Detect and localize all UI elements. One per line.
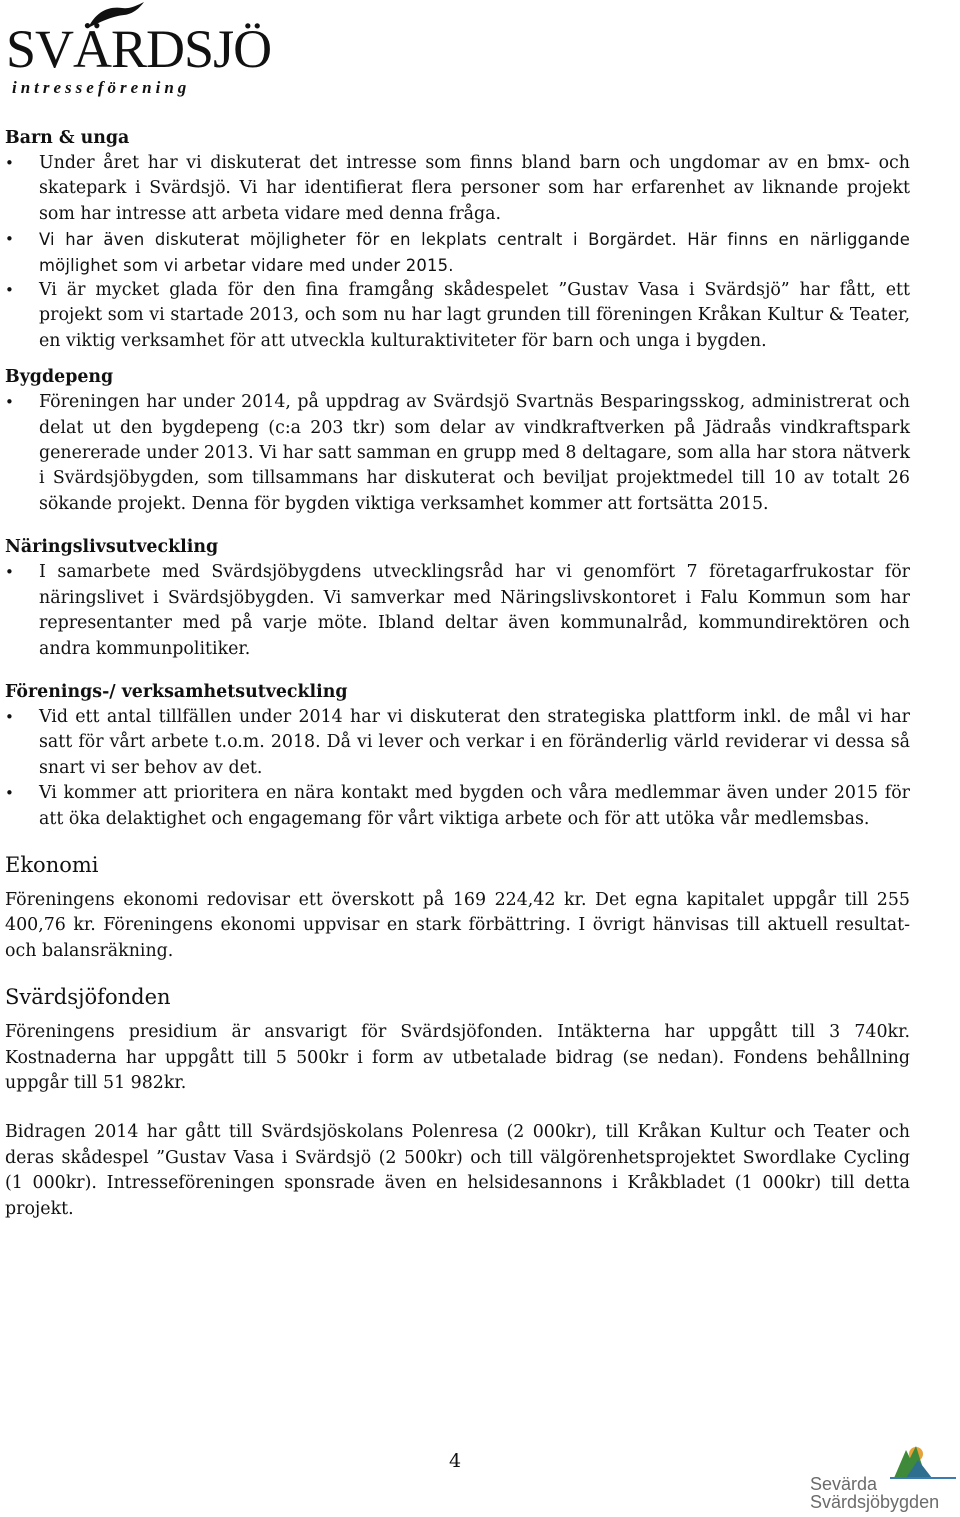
section-title-forening: Förenings-/ verksamhetsutveckling xyxy=(5,681,348,702)
ekonomi-text: Föreningens ekonomi redovisar ett överskott på 169 224,42 kr. Det egna kapitalet uppgår till 255 400,76 kr. Föreningens ekonomi uppvisar en stark förbättring. I övrigt hänvisas till aktuell resultat- och balansräkning. xyxy=(5,889,910,961)
footer-logo-line1: Sevärda xyxy=(810,1474,878,1494)
list-item: • Vi har även diskuterat möjligheter för en lekplats centralt i Borgärdet. Här finns en närliggande möjlighet som vi arbetar vidare med under 2015. xyxy=(5,227,910,278)
fonden-text-1: Föreningens presidium är ansvarigt för Svärdsjöfonden. Intäkterna har uppgått till 3 740kr. Kostnaderna har uppgått till 5 500kr i form av utbetalade bidrag (se nedan). Fondens behållning uppgår till 51 982kr. xyxy=(5,1022,910,1093)
section-title-naringsliv: Näringslivsutveckling xyxy=(5,537,219,558)
list-item: • Vi är mycket glada för den fina framgång skådespelet ”Gustav Vasa i Svärdsjö” har fått, ett projekt som vi startade 2013, och som nu har lagt grunden till föreningen Kråkan Kultur & Teater, en viktig verksamhet för att utveckla kulturaktiviteter för barn och unga i bygden. xyxy=(5,278,910,354)
page-number: 4 xyxy=(449,1450,462,1472)
naringsliv-list xyxy=(5,560,910,662)
section-title-barn: Barn & unga xyxy=(5,128,130,148)
svardsjo-logo xyxy=(4,2,272,102)
section-title-fonden: Svärdsjöfonden xyxy=(5,985,171,1010)
section-title-ekonomi: Ekonomi xyxy=(5,852,99,877)
fonden-text-2: Bidragen 2014 har gått till Svärdsjöskolans Polenresa (2 000kr), till Kråkan Kultur och Teater och deras skådespel ”Gustav Vasa i Svärdsjö (2 500kr) och till välgörenhetsprojektet Swordlake Cycling (1 000kr). Intresseföreningen sponsrade även en helsidesannons i Kråkbladet (1 000kr) till detta projekt. xyxy=(5,1122,910,1219)
list-item: • Föreningen har under 2014, på uppdrag av Svärdsjö Svartnäs Besparingsskog, administrerat och delat ut den bygdepeng (c:a 203 tkr) som delar av vindkraftverken på Jädraås vindkraftspark genererade under 2013. Vi har satt samman en grupp med 8 deltagare, som alla har stora nätverk i Svärdsjöbygden, som tillsammans har diskuterat och beviljat projektmedel till 10 av totalt 26 sökande projekt. Denna för bygden viktiga verksamhet kommer att fortsätta 2015. xyxy=(5,390,910,517)
footer-logo-line2: Svärdsjöbygden xyxy=(810,1492,940,1512)
list-item: • Vid ett antal tillfällen under 2014 har vi diskuterat den strategiska plattform inkl. de mål vi har satt för vårt arbete t.o.m. 2018. Då vi lever och verkar i en föränderlig värld reviderar vi dessa så snart vi ser behov av det. xyxy=(5,705,910,781)
document-body xyxy=(5,125,910,1222)
logo-subtitle: intresseförening xyxy=(12,78,191,97)
forening-list xyxy=(5,705,910,832)
list-item: • I samarbete med Svärdsjöbygdens utvecklingsråd har vi genomfört 7 företagarfrukostar för näringslivet i Svärdsjöbygden. Vi samverkar med Näringslivskontoret i Falu Kommun som har representanter med på varje möte. Ibland deltar även kommunalråd, kommundirektören och andra kommunpolitiker. xyxy=(5,560,910,662)
list-item: • Vi kommer att prioritera en nära kontakt med bygden och våra medlemmar även under 2015 för att öka delaktighet och engagemang för vårt viktiga arbete och för att utöka vår medlemsbas. xyxy=(5,781,910,832)
sevarda-logo xyxy=(806,1440,956,1512)
list-item: • Under året har vi diskuterat det intresse som finns bland barn och ungdomar av en bmx- och skatepark i Svärdsjö. Vi har identifierat flera personer som har erfarenhet av liknande projekt som har intresse att arbeta vidare med denna fråga. xyxy=(5,151,910,227)
barn-list xyxy=(5,151,910,354)
bygdepeng-list xyxy=(5,390,910,517)
logo-wordmark: SVÄRDSJÖ xyxy=(6,19,272,79)
section-title-bygdepeng: Bygdepeng xyxy=(5,367,114,388)
